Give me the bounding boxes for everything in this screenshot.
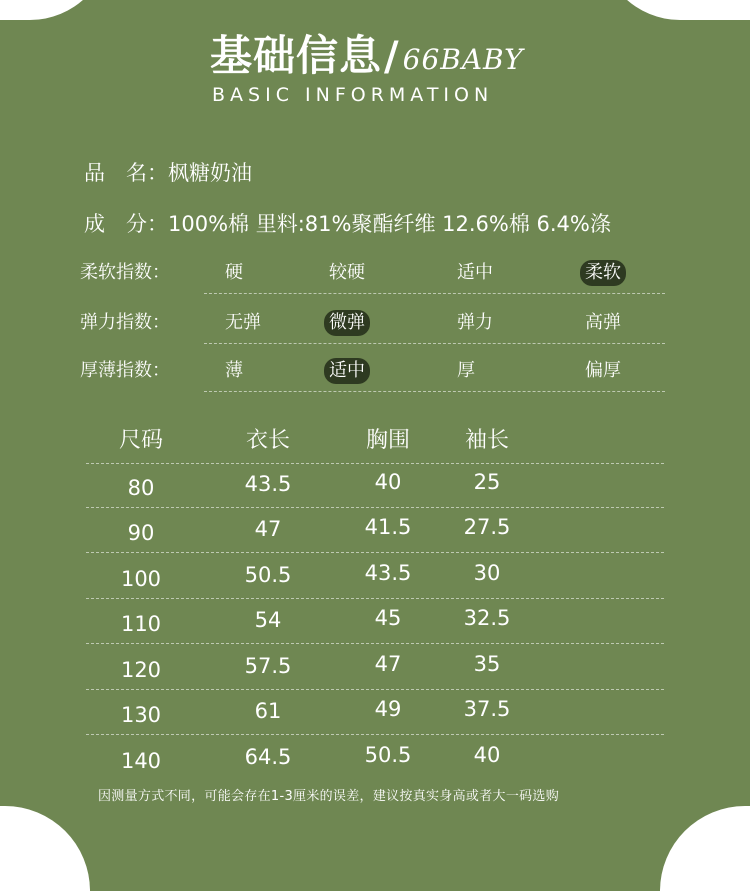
index-option: 薄 (225, 360, 243, 381)
table-cell: 40 (473, 743, 501, 767)
title-row (210, 30, 524, 82)
composition-row (84, 208, 611, 238)
composition-value: 100%棉 里料:81%聚酯纤维 12.6%棉 6.4%涤 (168, 212, 611, 236)
table-cell: 47 (254, 517, 282, 541)
index-option: 适中 (457, 262, 493, 283)
dashed-divider (86, 689, 664, 690)
table-cell: 80 (127, 476, 155, 500)
table-cell: 25 (473, 470, 501, 494)
dashed-divider (204, 343, 665, 344)
index-option: 厚 (457, 360, 475, 381)
index-label: 厚薄指数： (80, 360, 170, 381)
index-option-selected: 微弹 (324, 310, 370, 336)
table-cell: 130 (120, 703, 162, 727)
size-header: 尺码 (118, 428, 164, 453)
dashed-divider (204, 391, 665, 392)
corner-decoration (600, 0, 750, 20)
table-cell: 47 (374, 652, 402, 676)
brand-logo: 66BABY (402, 43, 524, 76)
table-cell: 140 (120, 749, 162, 773)
page-title: 基础信息 (210, 31, 383, 80)
table-row (0, 699, 750, 744)
table-cell: 61 (254, 699, 282, 723)
table-cell: 54 (254, 608, 282, 632)
product-name-row (84, 157, 252, 187)
dashed-divider (86, 552, 664, 553)
index-option-selected: 柔软 (580, 260, 626, 286)
index-option: 无弹 (225, 312, 261, 333)
index-row-elasticity (80, 308, 665, 344)
title-separator: / (384, 34, 399, 80)
table-row (0, 654, 750, 699)
index-option: 偏厚 (585, 360, 621, 381)
table-row (0, 517, 750, 562)
table-row (0, 608, 750, 653)
footnote: 因测量方式不同，可能会存在1-3厘米的误差，建议按真实身高或者大一码选购 (98, 789, 560, 804)
table-cell: 64.5 (244, 745, 292, 769)
index-row-thickness (80, 356, 665, 392)
index-label: 弹力指数： (80, 312, 170, 333)
table-cell: 32.5 (463, 606, 511, 630)
index-option: 弹力 (457, 312, 493, 333)
table-cell: 41.5 (364, 515, 412, 539)
table-row (0, 472, 750, 517)
index-option-selected: 适中 (324, 358, 370, 384)
index-option: 较硬 (329, 262, 365, 283)
corner-decoration (660, 806, 750, 891)
table-cell: 49 (374, 697, 402, 721)
corner-decoration (0, 806, 90, 891)
length-header: 衣长 (245, 428, 291, 453)
table-cell: 100 (120, 567, 162, 591)
composition-label: 成 分： (84, 212, 168, 236)
chest-header: 胸围 (365, 428, 411, 453)
size-table-header (0, 423, 750, 463)
table-cell: 57.5 (244, 654, 292, 678)
product-name-label: 品 名： (84, 161, 168, 185)
table-cell: 27.5 (463, 515, 511, 539)
table-cell: 110 (120, 612, 162, 636)
table-row (0, 563, 750, 608)
dashed-divider (86, 598, 664, 599)
table-cell: 35 (473, 652, 501, 676)
dashed-divider (204, 293, 665, 294)
table-cell: 37.5 (463, 697, 511, 721)
table-cell: 50.5 (364, 743, 412, 767)
index-option: 高弹 (585, 312, 621, 333)
table-cell: 120 (120, 658, 162, 682)
index-option: 硬 (225, 262, 243, 283)
table-row (0, 745, 750, 790)
dashed-divider (86, 463, 664, 464)
index-label: 柔软指数： (80, 262, 170, 283)
table-cell: 43.5 (244, 472, 292, 496)
table-cell: 43.5 (364, 561, 412, 585)
dashed-divider (86, 643, 664, 644)
dashed-divider (86, 734, 664, 735)
product-name-value: 枫糖奶油 (168, 161, 252, 185)
page-subtitle: BASIC INFORMATION (212, 84, 494, 106)
dashed-divider (86, 507, 664, 508)
sleeve-header: 袖长 (464, 428, 510, 453)
corner-decoration (0, 0, 110, 20)
index-row-softness (80, 258, 665, 294)
table-cell: 40 (374, 470, 402, 494)
table-cell: 45 (374, 606, 402, 630)
table-cell: 90 (127, 521, 155, 545)
table-cell: 30 (473, 561, 501, 585)
table-cell: 50.5 (244, 563, 292, 587)
